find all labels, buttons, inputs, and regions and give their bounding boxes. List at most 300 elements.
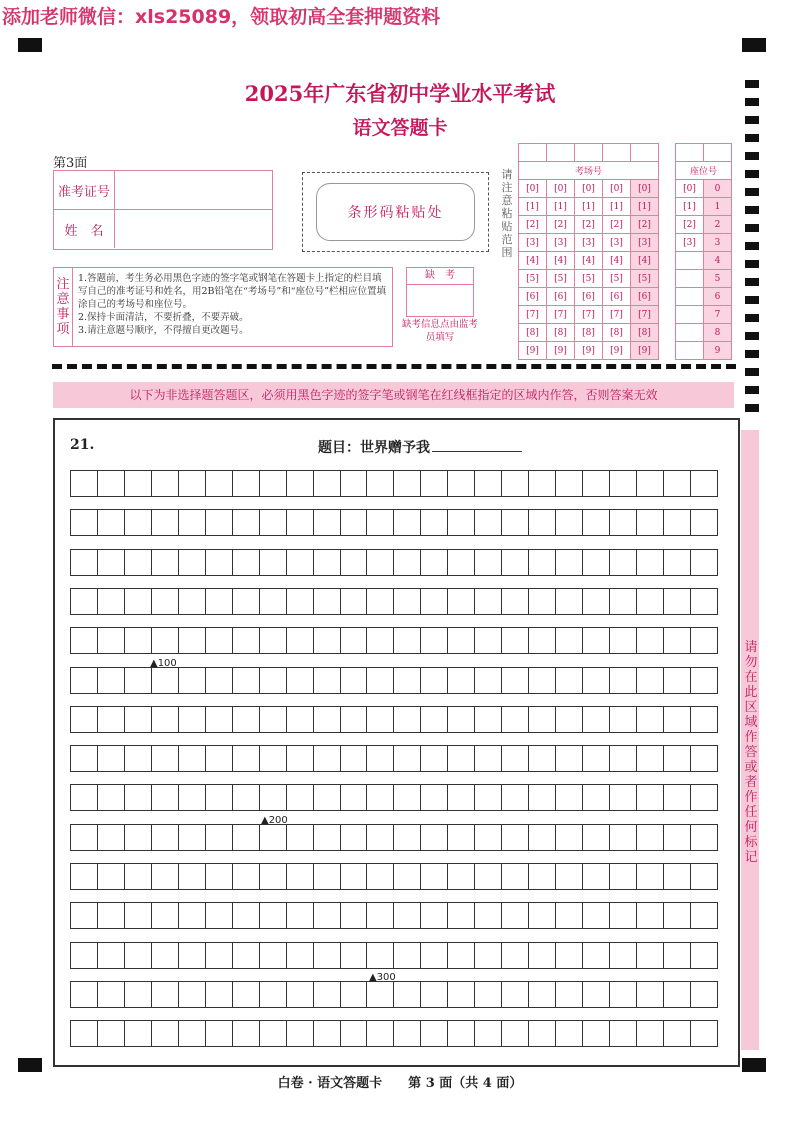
grid-cell[interactable] xyxy=(287,825,314,850)
grid-cell[interactable] xyxy=(502,510,529,535)
exam-room-bubble[interactable]: [4] xyxy=(575,252,603,270)
grid-cell[interactable] xyxy=(637,746,664,771)
grid-cell[interactable] xyxy=(98,510,125,535)
grid-cell[interactable] xyxy=(206,589,233,614)
grid-cell[interactable] xyxy=(421,471,448,496)
grid-cell[interactable] xyxy=(125,864,152,889)
grid-cell[interactable] xyxy=(152,707,179,732)
grid-cell[interactable] xyxy=(341,628,368,653)
grid-cell[interactable] xyxy=(260,1021,287,1046)
grid-cell[interactable] xyxy=(179,589,206,614)
grid-cell[interactable] xyxy=(664,668,691,693)
grid-cell[interactable] xyxy=(152,746,179,771)
exam-room-bubble[interactable]: [5] xyxy=(547,270,575,288)
grid-cell[interactable] xyxy=(367,707,394,732)
grid-cell[interactable] xyxy=(125,943,152,968)
grid-cell[interactable] xyxy=(206,943,233,968)
grid-cell[interactable] xyxy=(152,943,179,968)
seat-bubble[interactable]: 9 xyxy=(704,342,732,360)
grid-cell[interactable] xyxy=(233,589,260,614)
grid-cell[interactable] xyxy=(233,943,260,968)
grid-cell[interactable] xyxy=(287,746,314,771)
grid-cell[interactable] xyxy=(610,825,637,850)
grid-cell[interactable] xyxy=(475,668,502,693)
grid-cell[interactable] xyxy=(125,825,152,850)
grid-cell[interactable] xyxy=(583,943,610,968)
grid-cell[interactable] xyxy=(287,550,314,575)
exam-room-bubble[interactable]: [5] xyxy=(575,270,603,288)
exam-room-bubble[interactable]: [2] xyxy=(547,216,575,234)
grid-cell[interactable] xyxy=(125,471,152,496)
grid-cell[interactable] xyxy=(421,707,448,732)
grid-cell[interactable] xyxy=(502,785,529,810)
grid-cell[interactable] xyxy=(233,707,260,732)
grid-cell[interactable] xyxy=(610,785,637,810)
grid-cell[interactable] xyxy=(233,1021,260,1046)
grid-cell[interactable] xyxy=(367,825,394,850)
grid-cell[interactable] xyxy=(421,943,448,968)
grid-cell[interactable] xyxy=(71,943,98,968)
grid-cell[interactable] xyxy=(691,746,717,771)
grid-cell[interactable] xyxy=(125,1021,152,1046)
exam-room-bubble[interactable]: [0] xyxy=(603,180,631,198)
exam-room-bubble[interactable]: [6] xyxy=(547,288,575,306)
grid-cell[interactable] xyxy=(421,550,448,575)
exam-room-bubble[interactable]: [8] xyxy=(631,324,659,342)
grid-cell[interactable] xyxy=(233,628,260,653)
grid-cell[interactable] xyxy=(448,589,475,614)
grid-cell[interactable] xyxy=(394,982,421,1007)
grid-cell[interactable] xyxy=(179,471,206,496)
grid-cell[interactable] xyxy=(206,668,233,693)
grid-cell[interactable] xyxy=(448,825,475,850)
grid-cell[interactable] xyxy=(98,864,125,889)
exam-room-bubble[interactable]: [9] xyxy=(631,342,659,360)
exam-room-bubble[interactable]: [0] xyxy=(575,180,603,198)
grid-cell[interactable] xyxy=(341,785,368,810)
grid-cell[interactable] xyxy=(260,510,287,535)
grid-cell[interactable] xyxy=(475,1021,502,1046)
seat-bubble[interactable]: [0] xyxy=(676,180,704,198)
grid-cell[interactable] xyxy=(529,707,556,732)
grid-cell[interactable] xyxy=(556,707,583,732)
grid-cell[interactable] xyxy=(71,550,98,575)
grid-cell[interactable] xyxy=(152,550,179,575)
grid-cell[interactable] xyxy=(610,707,637,732)
exam-room-bubble[interactable]: [7] xyxy=(547,306,575,324)
grid-cell[interactable] xyxy=(691,510,717,535)
grid-cell[interactable] xyxy=(556,510,583,535)
grid-cell[interactable] xyxy=(394,707,421,732)
grid-cell[interactable] xyxy=(179,510,206,535)
grid-cell[interactable] xyxy=(691,1021,717,1046)
grid-cell[interactable] xyxy=(260,550,287,575)
grid-cell[interactable] xyxy=(502,628,529,653)
grid-cell[interactable] xyxy=(556,550,583,575)
grid-cell[interactable] xyxy=(583,510,610,535)
exam-room-bubble[interactable]: [3] xyxy=(603,234,631,252)
grid-cell[interactable] xyxy=(287,510,314,535)
grid-cell[interactable] xyxy=(610,550,637,575)
grid-cell[interactable] xyxy=(394,471,421,496)
grid-cell[interactable] xyxy=(502,982,529,1007)
grid-cell[interactable] xyxy=(475,943,502,968)
grid-cell[interactable] xyxy=(314,628,341,653)
exam-room-bubble[interactable]: [8] xyxy=(603,324,631,342)
seat-bubble[interactable]: 6 xyxy=(704,288,732,306)
exam-room-bubble[interactable]: [9] xyxy=(575,342,603,360)
grid-cell[interactable] xyxy=(637,707,664,732)
grid-cell[interactable] xyxy=(475,628,502,653)
grid-cell[interactable] xyxy=(556,864,583,889)
grid-cell[interactable] xyxy=(664,550,691,575)
exam-room-bubble[interactable]: [0] xyxy=(547,180,575,198)
grid-cell[interactable] xyxy=(314,510,341,535)
grid-cell[interactable] xyxy=(125,668,152,693)
grid-cell[interactable] xyxy=(125,785,152,810)
exam-room-bubble[interactable]: [5] xyxy=(519,270,547,288)
grid-cell[interactable] xyxy=(314,707,341,732)
grid-cell[interactable] xyxy=(583,628,610,653)
grid-cell[interactable] xyxy=(341,903,368,928)
grid-cell[interactable] xyxy=(583,864,610,889)
grid-cell[interactable] xyxy=(664,1021,691,1046)
grid-cell[interactable] xyxy=(179,668,206,693)
grid-cell[interactable] xyxy=(125,550,152,575)
grid-cell[interactable] xyxy=(206,1021,233,1046)
grid-cell[interactable] xyxy=(664,510,691,535)
grid-cell[interactable] xyxy=(556,589,583,614)
grid-cell[interactable] xyxy=(664,746,691,771)
exam-room-bubble[interactable]: [4] xyxy=(603,252,631,270)
grid-cell[interactable] xyxy=(179,746,206,771)
grid-cell[interactable] xyxy=(206,628,233,653)
grid-cell[interactable] xyxy=(610,628,637,653)
grid-cell[interactable] xyxy=(314,589,341,614)
grid-cell[interactable] xyxy=(529,471,556,496)
seat-bubble[interactable]: 2 xyxy=(704,216,732,234)
exam-room-bubble[interactable]: [9] xyxy=(519,342,547,360)
grid-cell[interactable] xyxy=(179,864,206,889)
grid-cell[interactable] xyxy=(637,903,664,928)
grid-cell[interactable] xyxy=(314,903,341,928)
grid-cell[interactable] xyxy=(367,471,394,496)
seat-bubble[interactable]: 8 xyxy=(704,324,732,342)
grid-cell[interactable] xyxy=(125,746,152,771)
grid-cell[interactable] xyxy=(448,1021,475,1046)
exam-room-bubble[interactable]: [1] xyxy=(631,198,659,216)
grid-cell[interactable] xyxy=(98,746,125,771)
grid-cell[interactable] xyxy=(206,707,233,732)
grid-cell[interactable] xyxy=(664,628,691,653)
grid-cell[interactable] xyxy=(314,668,341,693)
grid-cell[interactable] xyxy=(448,628,475,653)
grid-cell[interactable] xyxy=(98,628,125,653)
grid-cell[interactable] xyxy=(179,785,206,810)
grid-cell[interactable] xyxy=(206,903,233,928)
grid-cell[interactable] xyxy=(233,903,260,928)
grid-cell[interactable] xyxy=(152,471,179,496)
grid-cell[interactable] xyxy=(206,982,233,1007)
grid-cell[interactable] xyxy=(583,707,610,732)
grid-cell[interactable] xyxy=(314,982,341,1007)
grid-cell[interactable] xyxy=(233,825,260,850)
grid-cell[interactable] xyxy=(664,864,691,889)
grid-cell[interactable] xyxy=(448,510,475,535)
grid-cell[interactable] xyxy=(583,746,610,771)
exam-room-bubble[interactable]: [2] xyxy=(519,216,547,234)
grid-cell[interactable] xyxy=(260,707,287,732)
grid-cell[interactable] xyxy=(341,943,368,968)
grid-cell[interactable] xyxy=(610,864,637,889)
grid-cell[interactable] xyxy=(664,982,691,1007)
grid-cell[interactable] xyxy=(610,510,637,535)
grid-cell[interactable] xyxy=(448,746,475,771)
grid-cell[interactable] xyxy=(421,785,448,810)
grid-cell[interactable] xyxy=(71,589,98,614)
grid-cell[interactable] xyxy=(475,471,502,496)
exam-room-bubble[interactable]: [4] xyxy=(547,252,575,270)
grid-cell[interactable] xyxy=(367,1021,394,1046)
grid-cell[interactable] xyxy=(691,628,717,653)
grid-cell[interactable] xyxy=(341,1021,368,1046)
grid-cell[interactable] xyxy=(394,1021,421,1046)
grid-cell[interactable] xyxy=(260,903,287,928)
grid-cell[interactable] xyxy=(394,550,421,575)
grid-cell[interactable] xyxy=(691,825,717,850)
grid-cell[interactable] xyxy=(421,746,448,771)
exam-room-bubble[interactable]: [2] xyxy=(575,216,603,234)
grid-cell[interactable] xyxy=(287,707,314,732)
grid-cell[interactable] xyxy=(475,746,502,771)
grid-cell[interactable] xyxy=(583,982,610,1007)
grid-cell[interactable] xyxy=(179,825,206,850)
grid-cell[interactable] xyxy=(260,589,287,614)
grid-cell[interactable] xyxy=(502,550,529,575)
exam-room-bubble[interactable]: [9] xyxy=(547,342,575,360)
grid-cell[interactable] xyxy=(367,785,394,810)
grid-cell[interactable] xyxy=(287,864,314,889)
grid-cell[interactable] xyxy=(529,628,556,653)
grid-cell[interactable] xyxy=(98,668,125,693)
exam-room-bubble[interactable]: [7] xyxy=(575,306,603,324)
grid-cell[interactable] xyxy=(583,589,610,614)
grid-cell[interactable] xyxy=(71,746,98,771)
grid-cell[interactable] xyxy=(98,471,125,496)
grid-cell[interactable] xyxy=(610,589,637,614)
grid-cell[interactable] xyxy=(691,943,717,968)
grid-cell[interactable] xyxy=(583,471,610,496)
grid-cell[interactable] xyxy=(367,628,394,653)
grid-cell[interactable] xyxy=(502,825,529,850)
grid-cell[interactable] xyxy=(691,903,717,928)
grid-cell[interactable] xyxy=(529,825,556,850)
grid-cell[interactable] xyxy=(448,471,475,496)
grid-cell[interactable] xyxy=(529,746,556,771)
grid-cell[interactable] xyxy=(260,746,287,771)
grid-cell[interactable] xyxy=(367,943,394,968)
exam-room-bubble[interactable]: [6] xyxy=(603,288,631,306)
grid-cell[interactable] xyxy=(125,589,152,614)
grid-cell[interactable] xyxy=(502,668,529,693)
exam-room-bubble[interactable]: [8] xyxy=(547,324,575,342)
grid-cell[interactable] xyxy=(529,1021,556,1046)
grid-cell[interactable] xyxy=(529,785,556,810)
grid-cell[interactable] xyxy=(341,471,368,496)
grid-cell[interactable] xyxy=(691,550,717,575)
grid-cell[interactable] xyxy=(260,825,287,850)
grid-cell[interactable] xyxy=(556,668,583,693)
grid-cell[interactable] xyxy=(502,943,529,968)
grid-cell[interactable] xyxy=(502,746,529,771)
grid-cell[interactable] xyxy=(314,825,341,850)
grid-cell[interactable] xyxy=(664,825,691,850)
grid-cell[interactable] xyxy=(691,864,717,889)
grid-cell[interactable] xyxy=(152,864,179,889)
grid-cell[interactable] xyxy=(664,471,691,496)
grid-cell[interactable] xyxy=(71,628,98,653)
exam-room-bubble[interactable]: [8] xyxy=(519,324,547,342)
grid-cell[interactable] xyxy=(529,903,556,928)
exam-room-bubble[interactable]: [1] xyxy=(547,198,575,216)
grid-cell[interactable] xyxy=(394,864,421,889)
grid-cell[interactable] xyxy=(475,510,502,535)
grid-cell[interactable] xyxy=(152,982,179,1007)
grid-cell[interactable] xyxy=(556,903,583,928)
grid-cell[interactable] xyxy=(152,510,179,535)
grid-cell[interactable] xyxy=(98,903,125,928)
exam-room-bubble[interactable]: [9] xyxy=(603,342,631,360)
grid-cell[interactable] xyxy=(152,903,179,928)
grid-cell[interactable] xyxy=(179,707,206,732)
seat-bubble[interactable]: 0 xyxy=(704,180,732,198)
grid-cell[interactable] xyxy=(341,510,368,535)
grid-cell[interactable] xyxy=(233,550,260,575)
grid-cell[interactable] xyxy=(448,550,475,575)
grid-cell[interactable] xyxy=(367,589,394,614)
name-field[interactable] xyxy=(115,210,272,248)
grid-cell[interactable] xyxy=(233,510,260,535)
grid-cell[interactable] xyxy=(98,1021,125,1046)
grid-cell[interactable] xyxy=(71,785,98,810)
grid-cell[interactable] xyxy=(475,982,502,1007)
grid-cell[interactable] xyxy=(664,785,691,810)
grid-cell[interactable] xyxy=(341,825,368,850)
grid-cell[interactable] xyxy=(529,668,556,693)
seat-bubble[interactable]: 7 xyxy=(704,306,732,324)
seat-bubble[interactable]: 4 xyxy=(704,252,732,270)
grid-cell[interactable] xyxy=(583,550,610,575)
grid-cell[interactable] xyxy=(233,864,260,889)
grid-cell[interactable] xyxy=(421,589,448,614)
grid-cell[interactable] xyxy=(367,864,394,889)
grid-cell[interactable] xyxy=(637,864,664,889)
grid-cell[interactable] xyxy=(98,550,125,575)
grid-cell[interactable] xyxy=(394,668,421,693)
grid-cell[interactable] xyxy=(287,785,314,810)
absent-fill-mark[interactable] xyxy=(407,285,473,316)
grid-cell[interactable] xyxy=(71,510,98,535)
grid-cell[interactable] xyxy=(287,903,314,928)
grid-cell[interactable] xyxy=(556,943,583,968)
grid-cell[interactable] xyxy=(341,982,368,1007)
grid-cell[interactable] xyxy=(98,589,125,614)
grid-cell[interactable] xyxy=(314,864,341,889)
exam-room-bubble[interactable]: [2] xyxy=(603,216,631,234)
grid-cell[interactable] xyxy=(610,746,637,771)
grid-cell[interactable] xyxy=(421,903,448,928)
grid-cell[interactable] xyxy=(260,471,287,496)
grid-cell[interactable] xyxy=(71,1021,98,1046)
grid-cell[interactable] xyxy=(98,785,125,810)
grid-cell[interactable] xyxy=(314,471,341,496)
grid-cell[interactable] xyxy=(421,982,448,1007)
grid-cell[interactable] xyxy=(179,1021,206,1046)
grid-cell[interactable] xyxy=(475,589,502,614)
grid-cell[interactable] xyxy=(367,668,394,693)
grid-cell[interactable] xyxy=(502,707,529,732)
exam-room-bubble[interactable]: [5] xyxy=(603,270,631,288)
grid-cell[interactable] xyxy=(287,943,314,968)
grid-cell[interactable] xyxy=(314,550,341,575)
grid-cell[interactable] xyxy=(394,785,421,810)
grid-cell[interactable] xyxy=(664,589,691,614)
grid-cell[interactable] xyxy=(448,943,475,968)
grid-cell[interactable] xyxy=(691,982,717,1007)
grid-cell[interactable] xyxy=(448,707,475,732)
grid-cell[interactable] xyxy=(502,864,529,889)
grid-cell[interactable] xyxy=(260,628,287,653)
grid-cell[interactable] xyxy=(637,1021,664,1046)
exam-room-bubble[interactable]: [0] xyxy=(631,180,659,198)
grid-cell[interactable] xyxy=(71,668,98,693)
grid-cell[interactable] xyxy=(583,668,610,693)
grid-cell[interactable] xyxy=(529,982,556,1007)
grid-cell[interactable] xyxy=(664,943,691,968)
grid-cell[interactable] xyxy=(341,707,368,732)
grid-cell[interactable] xyxy=(71,471,98,496)
grid-cell[interactable] xyxy=(341,550,368,575)
grid-cell[interactable] xyxy=(691,589,717,614)
grid-cell[interactable] xyxy=(529,550,556,575)
grid-cell[interactable] xyxy=(233,982,260,1007)
grid-cell[interactable] xyxy=(556,471,583,496)
grid-cell[interactable] xyxy=(610,1021,637,1046)
grid-cell[interactable] xyxy=(206,825,233,850)
seat-bubble[interactable]: [3] xyxy=(676,234,704,252)
grid-cell[interactable] xyxy=(233,668,260,693)
grid-cell[interactable] xyxy=(179,982,206,1007)
grid-cell[interactable] xyxy=(556,982,583,1007)
grid-cell[interactable] xyxy=(394,903,421,928)
grid-cell[interactable] xyxy=(637,943,664,968)
grid-cell[interactable] xyxy=(152,668,179,693)
exam-room-bubble[interactable]: [3] xyxy=(519,234,547,252)
grid-cell[interactable] xyxy=(394,943,421,968)
grid-cell[interactable] xyxy=(529,943,556,968)
grid-cell[interactable] xyxy=(314,785,341,810)
exam-room-bubble[interactable]: [4] xyxy=(519,252,547,270)
exam-room-bubble[interactable]: [1] xyxy=(575,198,603,216)
seat-bubble[interactable]: 1 xyxy=(704,198,732,216)
grid-cell[interactable] xyxy=(448,982,475,1007)
exam-room-bubble[interactable]: [3] xyxy=(631,234,659,252)
grid-cell[interactable] xyxy=(98,982,125,1007)
grid-cell[interactable] xyxy=(475,785,502,810)
grid-cell[interactable] xyxy=(314,1021,341,1046)
grid-cell[interactable] xyxy=(421,668,448,693)
grid-cell[interactable] xyxy=(448,903,475,928)
